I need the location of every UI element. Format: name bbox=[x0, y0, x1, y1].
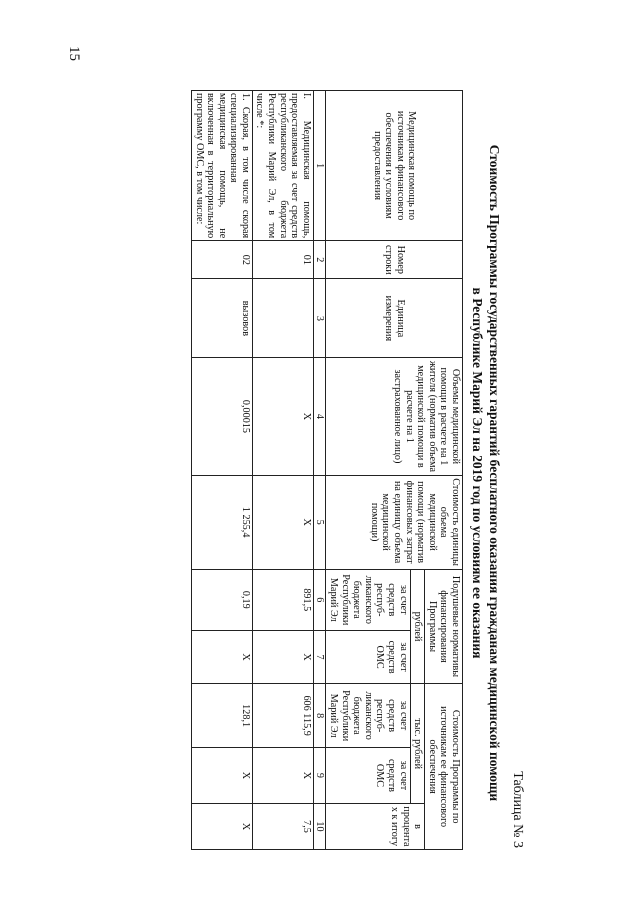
header-per-capita-norms: Подушевые нормативы финансирования Программы bbox=[425, 569, 463, 684]
row-norm-oms: Х bbox=[252, 630, 313, 683]
title-line-2: в Республике Марий Эл на 2019 год по условиям ее оказания bbox=[470, 287, 485, 659]
header-norm-oms: за счет средств ОМС bbox=[326, 630, 410, 683]
header-norm-republic: за счет средств респуб- ликанского бюджета Республики Марий Эл bbox=[326, 569, 410, 630]
row-norm-republic: 891,5 bbox=[252, 569, 313, 630]
table-row bbox=[252, 91, 313, 850]
row-number: 02 bbox=[191, 241, 252, 279]
row-cost-republic: 128,1 bbox=[191, 684, 252, 748]
rotated-page-content bbox=[45, 78, 525, 868]
row-cost-republic: 606 115,9 bbox=[252, 684, 313, 748]
row-cost-oms: Х bbox=[252, 747, 313, 803]
header-program-cost: Стоимость Программы по источникам ее финансового обеспечения bbox=[425, 684, 463, 850]
column-number: 1 bbox=[313, 91, 326, 241]
column-number: 7 bbox=[313, 630, 326, 683]
header-cost-republic: за счет средств респуб- ликанского бюджета Республики Марий Эл bbox=[326, 684, 410, 748]
row-unit: вызовов bbox=[191, 279, 252, 358]
title-line-1: Стоимость Программы государственных гарантий бесплатного оказания гражданам медицинской помощи bbox=[487, 144, 502, 802]
document-title bbox=[469, 78, 503, 868]
row-percent: 7,5 bbox=[252, 803, 313, 849]
row-cost-oms: Х bbox=[191, 747, 252, 803]
row-label: 1. Скорая, в том числе скорая специализированная медицинская помощь, не включенная в территориальную программу ОМС, в том числе: bbox=[191, 91, 252, 241]
row-unit-cost: Х bbox=[252, 475, 313, 569]
row-unit-cost: 1 255,4 bbox=[191, 475, 252, 569]
column-number: 9 bbox=[313, 747, 326, 803]
column-number: 4 bbox=[313, 358, 326, 475]
row-volume: Х bbox=[252, 358, 313, 475]
column-number: 6 bbox=[313, 569, 326, 630]
row-percent: Х bbox=[191, 803, 252, 849]
column-number: 2 bbox=[313, 241, 326, 279]
header-unit: Единица измерения bbox=[326, 279, 463, 358]
column-number: 8 bbox=[313, 684, 326, 748]
row-norm-oms: Х bbox=[191, 630, 252, 683]
header-row-1 bbox=[425, 91, 463, 850]
header-row-number: Номер строки bbox=[326, 241, 463, 279]
header-cost-oms: за счет средств ОМС bbox=[326, 747, 410, 803]
header-unit-cost: Стоимость единицы объема медицинской помощи (норматив финансовых затрат на единицу объема медицинской помощи) bbox=[326, 475, 463, 569]
row-norm-republic: 0,19 bbox=[191, 569, 252, 630]
table-label: Таблица № 3 bbox=[510, 771, 525, 848]
header-percent: в процентах к итогу bbox=[326, 803, 425, 849]
header-medical-care: Медицинская помощь по источникам финансового обеспечения и условиям предоставления bbox=[326, 91, 463, 241]
column-number: 5 bbox=[313, 475, 326, 569]
row-unit bbox=[252, 279, 313, 358]
row-number: 01 bbox=[252, 241, 313, 279]
table-row bbox=[191, 91, 252, 850]
page-number: 15 bbox=[66, 46, 82, 61]
column-number: 10 bbox=[313, 803, 326, 849]
row-volume: 0,00015 bbox=[191, 358, 252, 475]
cost-table bbox=[191, 90, 463, 850]
column-number: 3 bbox=[313, 279, 326, 358]
column-number-row bbox=[313, 91, 326, 850]
header-cost-unit: тыс. рублей bbox=[410, 684, 425, 804]
header-volume: Объемы медицинской помощи в расчете на 1 жителя (норматив объема медицинской помощи в расчете на 1 застрахованное лицо) bbox=[326, 358, 463, 475]
row-label: I. Медицинская помощь, предоставляемая за счет средств республиканского бюджета Республики Марий Эл, в том числе *: bbox=[252, 91, 313, 241]
header-norms-unit: рублей bbox=[410, 569, 425, 684]
